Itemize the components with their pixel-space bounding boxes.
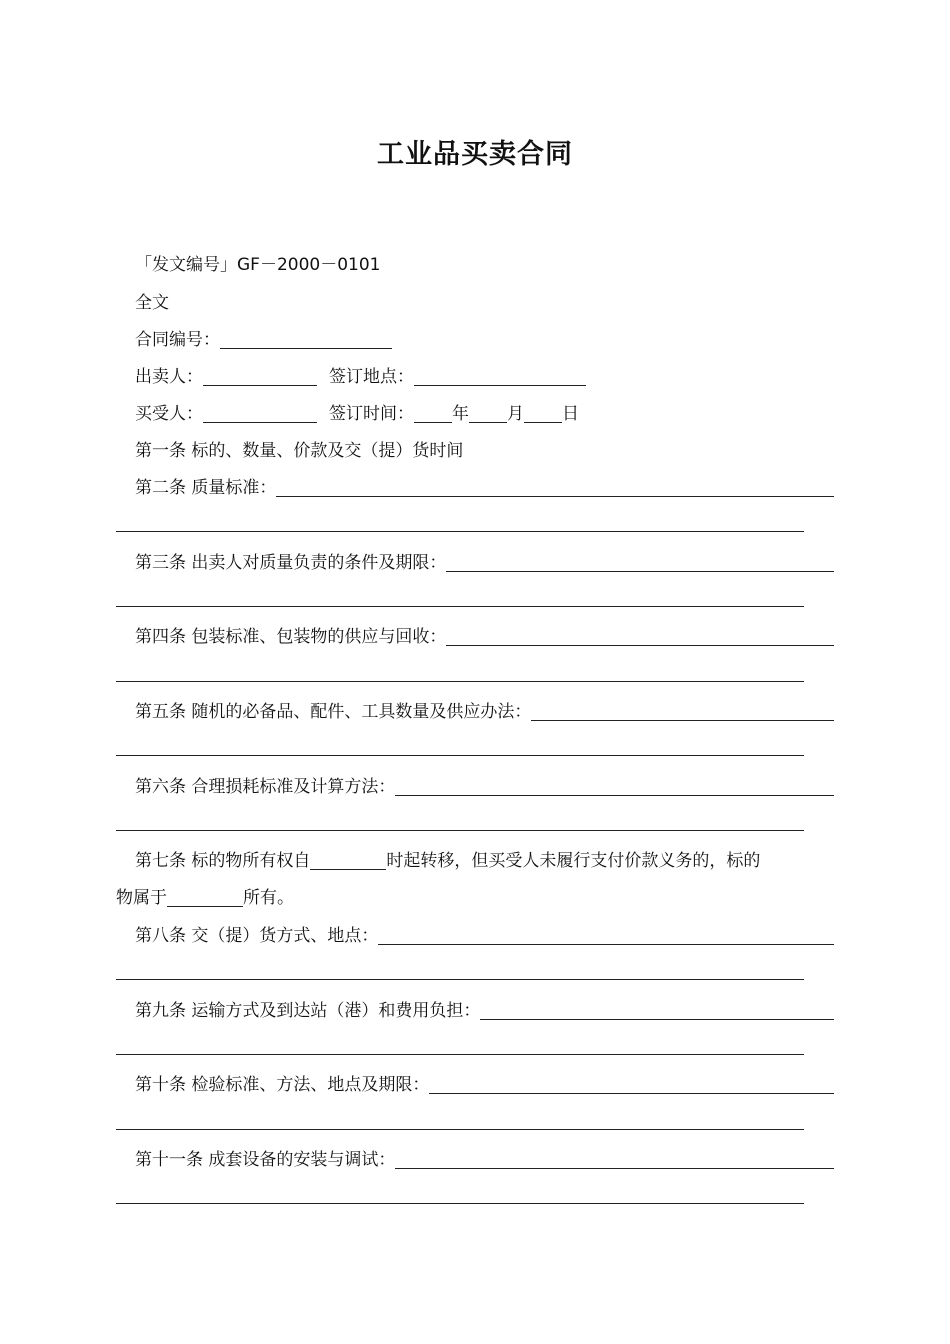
article-1 xyxy=(116,436,834,462)
article-4-text: 第四条 包装标准、包装物的供应与回收： xyxy=(135,627,447,647)
article-2-text: 第二条 质量标准： xyxy=(135,478,277,498)
article-10-text: 第十条 检验标准、方法、地点及期限： xyxy=(135,1075,430,1095)
article-8 xyxy=(116,921,834,947)
ownership-transfer-blank[interactable] xyxy=(310,849,386,870)
sign-place-label: 签订地点： xyxy=(329,367,414,387)
article-11-continuation-line[interactable] xyxy=(116,1203,804,1204)
full-text-line xyxy=(116,288,834,314)
article-7-text-2: 时起转移，但买受人未履行支付价款义务的，标的 xyxy=(386,851,761,871)
article-10 xyxy=(116,1070,834,1096)
contract-number-label: 合同编号： xyxy=(135,330,220,350)
article-7-text-3: 物属于 xyxy=(116,888,167,908)
article-3-text: 第三条 出卖人对质量负责的条件及期限： xyxy=(135,553,447,573)
article-2-blank[interactable] xyxy=(276,476,834,497)
article-6-continuation-line[interactable] xyxy=(116,830,804,831)
article-5 xyxy=(116,697,834,723)
article-4-blank[interactable] xyxy=(446,625,834,646)
sign-day-blank[interactable] xyxy=(524,402,562,423)
seller-label: 出卖人： xyxy=(135,367,203,387)
sign-place-blank[interactable] xyxy=(414,365,586,386)
buyer-line xyxy=(116,399,834,425)
article-4-continuation-line[interactable] xyxy=(116,681,804,682)
article-2 xyxy=(116,473,834,499)
article-10-blank[interactable] xyxy=(429,1073,834,1094)
article-7-text-4: 所有。 xyxy=(243,888,294,908)
article-11 xyxy=(116,1145,834,1171)
article-6-blank[interactable] xyxy=(395,775,834,796)
article-8-continuation-line[interactable] xyxy=(116,979,804,980)
buyer-blank[interactable] xyxy=(203,402,317,423)
article-10-continuation-line[interactable] xyxy=(116,1129,804,1130)
sign-month-blank[interactable] xyxy=(469,402,507,423)
seller-line xyxy=(116,362,834,388)
full-text-label: 全文 xyxy=(135,293,169,313)
doc-number-line xyxy=(116,250,834,276)
contract-number-line xyxy=(116,325,834,351)
article-9-text: 第九条 运输方式及到达站（港）和费用负担： xyxy=(135,1001,481,1021)
article-9-continuation-line[interactable] xyxy=(116,1054,804,1055)
article-8-text: 第八条 交（提）货方式、地点： xyxy=(135,926,379,946)
year-label: 年 xyxy=(452,404,469,424)
doc-number: 「发文编号」GF－2000－0101 xyxy=(135,255,381,275)
article-3-blank[interactable] xyxy=(446,551,834,572)
article-9 xyxy=(116,996,834,1022)
article-5-continuation-line[interactable] xyxy=(116,755,804,756)
seller-blank[interactable] xyxy=(203,365,317,386)
article-2-continuation-line[interactable] xyxy=(116,531,804,532)
article-6 xyxy=(116,772,834,798)
article-3-continuation-line[interactable] xyxy=(116,606,804,607)
article-7-text-1: 第七条 标的物所有权自 xyxy=(135,851,311,871)
article-1-text: 第一条 标的、数量、价款及交（提）货时间 xyxy=(135,441,464,461)
article-9-blank[interactable] xyxy=(480,999,834,1020)
sign-time-label: 签订时间： xyxy=(329,404,414,424)
page-title: 工业品买卖合同 xyxy=(377,139,573,170)
article-7-line-2 xyxy=(116,883,834,909)
article-5-text: 第五条 随机的必备品、配件、工具数量及供应办法： xyxy=(135,702,532,722)
buyer-label: 买受人： xyxy=(135,404,203,424)
article-11-text: 第十一条 成套设备的安装与调试： xyxy=(135,1150,396,1170)
article-7 xyxy=(116,846,834,872)
article-4 xyxy=(116,622,834,648)
owner-blank[interactable] xyxy=(167,886,243,907)
article-8-blank[interactable] xyxy=(378,924,834,945)
article-6-text: 第六条 合理损耗标准及计算方法： xyxy=(135,777,396,797)
contract-number-blank[interactable] xyxy=(220,328,392,349)
article-11-blank[interactable] xyxy=(395,1148,834,1169)
month-label: 月 xyxy=(507,404,524,424)
sign-year-blank[interactable] xyxy=(414,402,452,423)
day-label: 日 xyxy=(562,404,579,424)
article-5-blank[interactable] xyxy=(531,700,834,721)
article-3 xyxy=(116,548,834,574)
